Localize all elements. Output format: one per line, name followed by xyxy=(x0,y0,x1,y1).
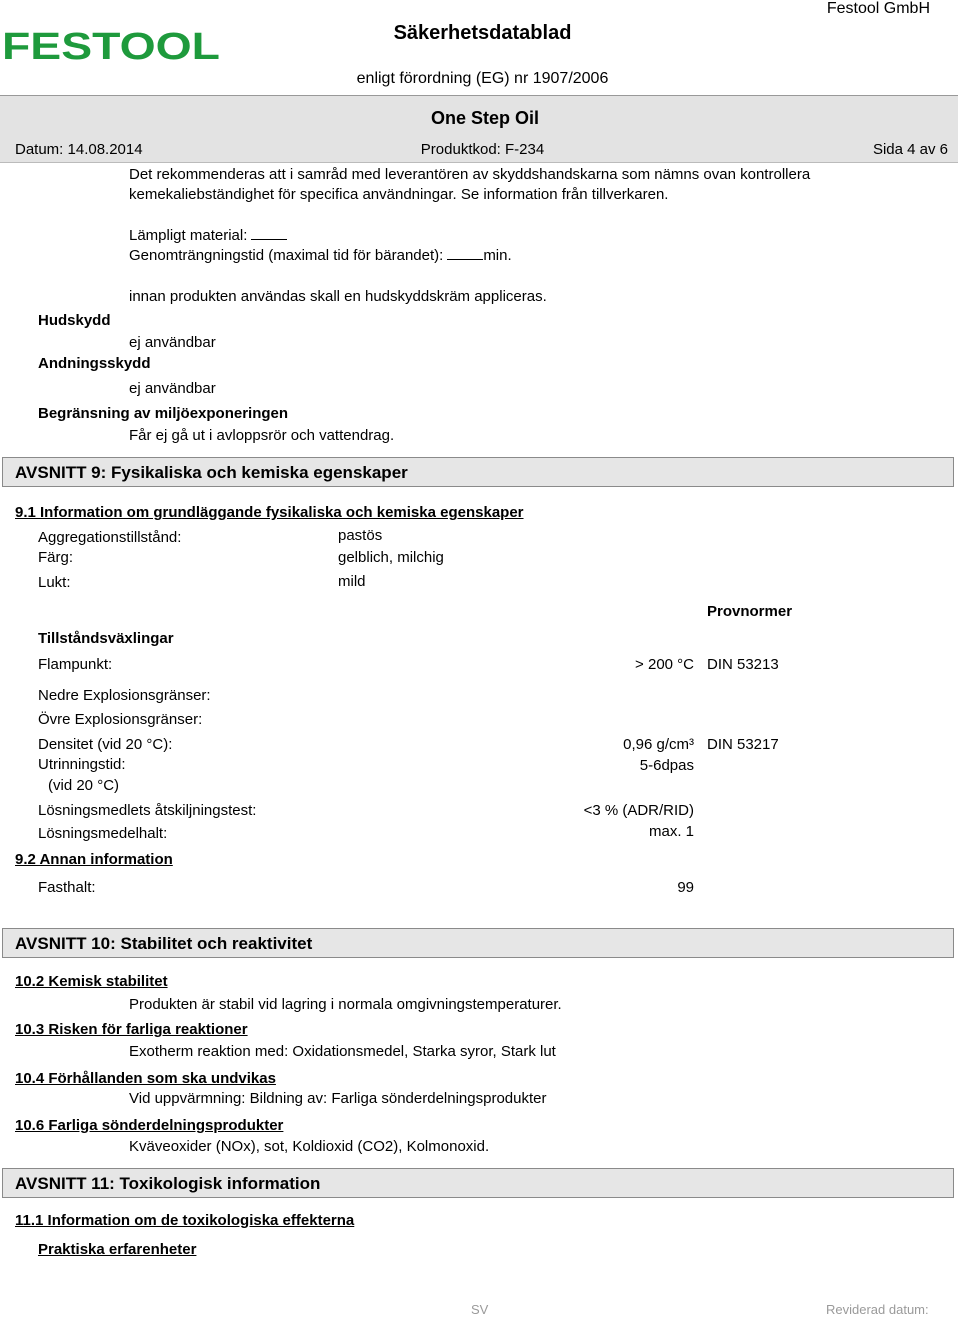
color-value: gelblich, milchig xyxy=(338,549,444,566)
skin-protection-value: ej användbar xyxy=(129,334,216,351)
issue-date: Datum: 14.08.2014 xyxy=(15,141,143,158)
state-changes-header: Tillståndsväxlingar xyxy=(38,630,174,647)
conditions-to-avoid-text: Vid uppvärmning: Bildning av: Farliga sönderdelningsprodukter xyxy=(129,1090,547,1107)
subsection-9-1: 9.1 Information om grundläggande fysikaliska och kemiska egenskaper xyxy=(15,504,524,521)
company-name: Festool GmbH xyxy=(826,0,930,17)
chemical-stability-text: Produkten är stabil vid lagring i normala omgivningstemperaturer. xyxy=(129,996,562,1013)
subsection-10-6: 10.6 Farliga sönderdelningsprodukter xyxy=(15,1117,284,1134)
gloves-text-1: Det rekommenderas att i samråd med leverantören av skyddshandskarna som nämns ovan kontrollera xyxy=(129,166,811,183)
odor-value: mild xyxy=(338,573,366,590)
footer-language: SV xyxy=(471,1302,489,1317)
penetration-row xyxy=(129,247,512,264)
practical-experience-heading: Praktiska erfarenheter xyxy=(38,1241,197,1258)
density-norm: DIN 53217 xyxy=(707,736,779,753)
solvent-content-value: max. 1 xyxy=(648,823,694,840)
environment-value: Får ej gå ut i avloppsrör och vattendrag. xyxy=(129,427,395,444)
flash-point-label: Flampunkt: xyxy=(38,656,113,673)
lower-explosion-label: Nedre Explosionsgränser: xyxy=(38,687,211,704)
density-label: Densitet (vid 20 °C): xyxy=(38,736,173,753)
section-11-header: AVSNITT 11: Toxikologisk information xyxy=(2,1168,954,1198)
flash-point-norm: DIN 53213 xyxy=(707,656,779,673)
hazardous-reactions-text: Exotherm reaktion med: Oxidationsmedel, Starka syror, Stark lut xyxy=(129,1043,556,1060)
flow-time-condition: (vid 20 °C) xyxy=(48,777,120,794)
logo-text: FESTOOL xyxy=(2,26,220,68)
section-9-header: AVSNITT 9: Fysikaliska och kemiska egenskaper xyxy=(2,457,954,487)
respiratory-value: ej användbar xyxy=(129,380,216,397)
penetration-label: Genomträngningstid (maximal tid för bärandet): xyxy=(129,247,444,264)
flow-time-value: 5-6dpas xyxy=(639,757,694,774)
flow-time-label: Utrinningstid: xyxy=(38,756,126,773)
penetration-blank xyxy=(447,247,483,260)
document-title: Säkerhetsdatablad xyxy=(393,22,572,44)
subsection-10-4: 10.4 Förhållanden som ska undvikas xyxy=(15,1070,276,1087)
environment-heading: Begränsning av miljöexponeringen xyxy=(38,405,289,422)
flash-point-value: > 200 °C xyxy=(635,656,694,673)
page-number: Sida 4 av 6 xyxy=(872,141,948,158)
solids-value: 99 xyxy=(677,879,694,896)
subsection-11-1: 11.1 Information om de toxikologiska effekterna xyxy=(15,1212,355,1229)
gloves-text-2: kemekaliebständighet för specifica användningar. Se information från tillverkaren. xyxy=(129,186,669,203)
product-name: One Step Oil xyxy=(430,108,540,128)
regulation-text: enligt förordning (EG) nr 1907/2006 xyxy=(356,70,609,87)
section-10-header: AVSNITT 10: Stabilitet och reaktivitet xyxy=(2,928,954,958)
state-label: Aggregationstillstånd: xyxy=(38,529,182,546)
color-label: Färg: xyxy=(38,549,74,566)
state-value: pastös xyxy=(338,527,383,544)
material-row xyxy=(129,227,287,244)
skin-protection-heading: Hudskydd xyxy=(38,312,111,329)
upper-explosion-label: Övre Explosionsgränser: xyxy=(38,711,203,728)
density-value: 0,96 g/cm³ xyxy=(623,736,694,753)
footer-revised-date: Reviderad datum: xyxy=(826,1302,929,1317)
subsection-10-2: 10.2 Kemisk stabilitet xyxy=(15,973,168,990)
subsection-9-2: 9.2 Annan information xyxy=(15,851,173,868)
solvent-separation-label: Lösningsmedlets åtskiljningstest: xyxy=(38,802,257,819)
skin-cream-text: innan produkten användas skall en hudskyddskräm appliceras. xyxy=(129,288,547,305)
odor-label: Lukt: xyxy=(38,574,71,591)
material-label: Lämpligt material: xyxy=(129,227,248,244)
norms-header: Provnormer xyxy=(707,603,793,620)
subsection-10-3: 10.3 Risken för farliga reaktioner xyxy=(15,1021,248,1038)
solids-label: Fasthalt: xyxy=(38,879,96,896)
solvent-content-label: Lösningsmedelhalt: xyxy=(38,825,168,842)
respiratory-heading: Andningsskydd xyxy=(38,355,151,372)
festool-logo xyxy=(0,0,225,88)
material-blank xyxy=(251,227,287,240)
product-code: Produktkod: F-234 xyxy=(420,141,545,158)
penetration-unit: min. xyxy=(483,247,512,264)
decomposition-products-text: Kväveoxider (NOx), sot, Koldioxid (CO2), Kolmonoxid. xyxy=(129,1138,490,1155)
solvent-separation-value: <3 % (ADR/RID) xyxy=(583,802,694,819)
